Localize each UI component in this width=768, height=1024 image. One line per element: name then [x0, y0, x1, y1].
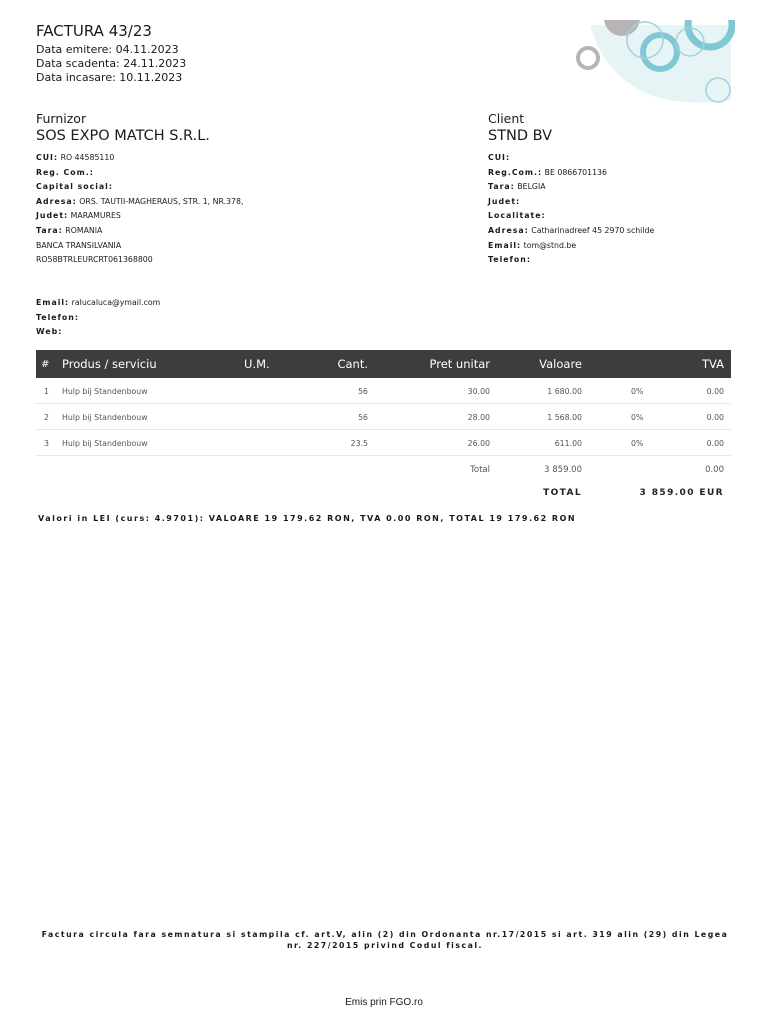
header-nr: #: [41, 359, 50, 370]
supplier-county: Judet: MARAMURES: [36, 211, 121, 221]
supplier-bank: BANCA TRANSILVANIA: [36, 240, 122, 250]
table-row: 2 Hulp bij Standenbouw 56 28.00 1 568.00 0% 0.00: [36, 404, 731, 430]
supplier-country: Tara: ROMANIA: [36, 225, 103, 235]
supplier-email: Email: ralucaluca@ymail.com: [36, 298, 161, 307]
supplier-capital: Capital social:: [36, 182, 113, 192]
issued-by-note: Emis prin FGO.ro: [345, 997, 423, 1008]
supplier-regcom: Reg. Com.:: [36, 167, 94, 177]
client-label: Client: [488, 111, 525, 126]
client-locality: Localitate:: [488, 211, 546, 221]
invoice-dates: [36, 43, 186, 85]
client-details: [488, 151, 654, 268]
table-row: 1 Hulp bij Standenbouw 56 30.00 1 680.00 0% 0.00: [36, 378, 731, 404]
header-unit-price: Pret unitar: [429, 357, 490, 371]
subtotal-vat: 0.00: [705, 465, 724, 475]
supplier-phone: Telefon:: [36, 312, 79, 322]
supplier-address: Adresa: ORS. TAUTII-MAGHERAUS, STR. 1, NR.378,: [36, 196, 244, 206]
issue-date: Data emitere: 04.11.2023: [36, 43, 179, 56]
grand-total-label: TOTAL: [543, 488, 582, 498]
grand-total-value: 3 859.00 EUR: [639, 488, 724, 498]
client-regcom: Reg.Com.: BE 0866701136: [488, 167, 607, 177]
grand-total-row: [36, 481, 731, 506]
payment-date: Data incasare: 10.11.2023: [36, 71, 183, 84]
header-qty: Cant.: [337, 357, 368, 371]
header-product: Produs / serviciu: [62, 357, 157, 371]
decorative-bubbles-graphic: [570, 20, 735, 110]
supplier-contact: [36, 296, 160, 340]
client-address: Adresa: Catharinadreef 45 2970 schilde: [488, 225, 655, 235]
table-row: 3 Hulp bij Standenbouw 23.5 26.00 611.00 0% 0.00: [36, 430, 731, 456]
header-um: U.M.: [244, 357, 270, 371]
client-name: STND BV: [488, 128, 553, 144]
supplier-web: Web:: [36, 327, 63, 337]
invoice-title: FACTURA 43/23: [36, 22, 152, 40]
items-table: [36, 350, 731, 506]
client-cui: CUI:: [488, 153, 511, 162]
subtotal-row: [36, 456, 731, 481]
table-header: [36, 350, 731, 378]
supplier-details: [36, 151, 243, 268]
subtotal-label: Total: [470, 465, 490, 475]
supplier-cui: CUI: RO 44585110: [36, 153, 115, 162]
legal-footer-note: Factura circula fara semnatura si stampila cf. art.V, alin (2) din Ordonanta nr.17/2015 si art. 319 alin (29) din Legea nr. 227/2015 privind Codul fiscal.: [41, 930, 729, 950]
supplier-iban: RO58BTRLEURCRT061368800: [36, 255, 153, 265]
supplier-name: SOS EXPO MATCH S.R.L.: [36, 128, 210, 144]
lei-conversion-note: Valori in LEI (curs: 4.9701): VALOARE 19 179.62 RON, TVA 0.00 RON, TOTAL 19 179.62 RON: [38, 514, 577, 523]
client-email: Email: tom@stnd.be: [488, 240, 577, 250]
subtotal-value: 3 859.00: [544, 465, 582, 475]
due-date: Data scadenta: 24.11.2023: [36, 57, 187, 70]
supplier-label: Furnizor: [36, 111, 87, 126]
header-vat: TVA: [701, 357, 724, 371]
client-country: Tara: BELGIA: [488, 182, 546, 192]
client-county: Judet:: [488, 196, 521, 206]
header-value: Valoare: [539, 357, 582, 371]
client-phone: Telefon:: [488, 255, 531, 265]
